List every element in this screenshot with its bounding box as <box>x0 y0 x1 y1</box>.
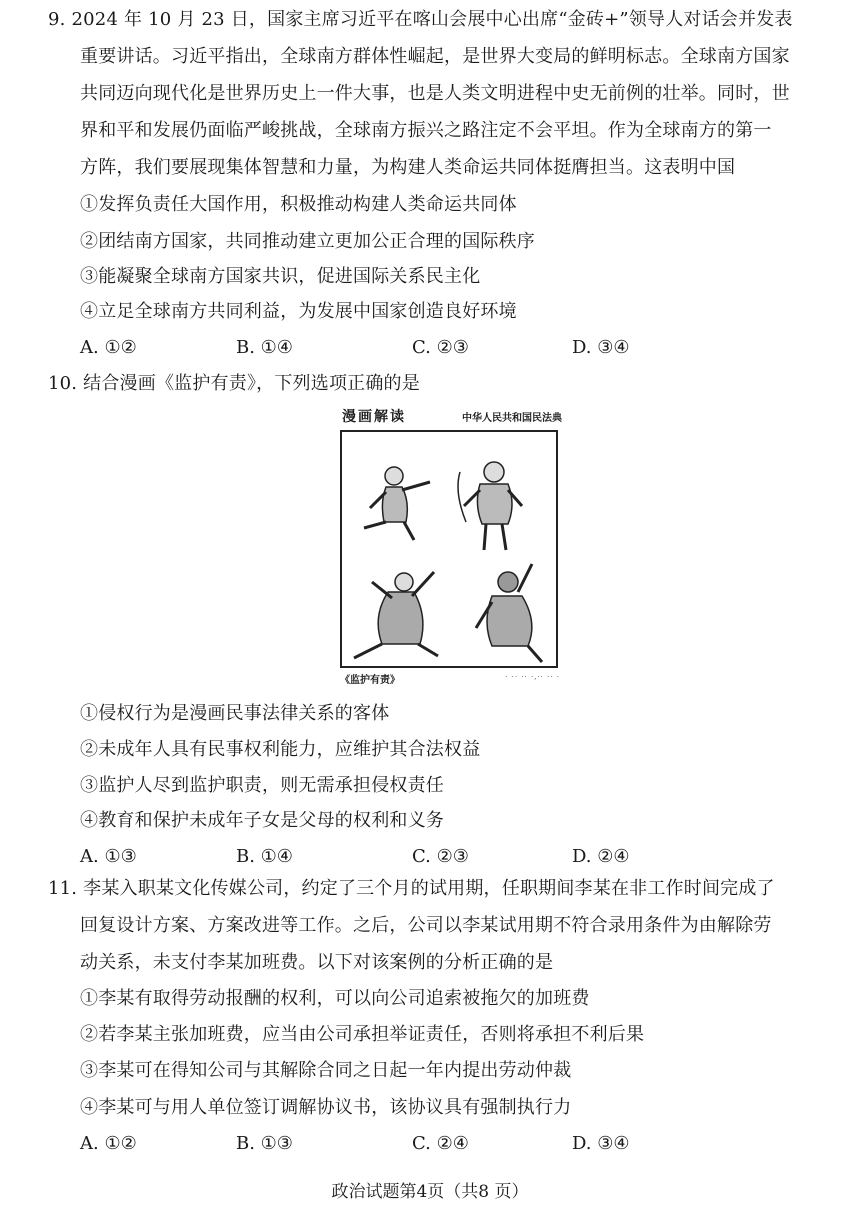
q10-option-d[interactable]: D. ②④ <box>572 846 630 867</box>
q11-option-a[interactable]: A. ①② <box>80 1133 137 1154</box>
comic-image <box>336 404 564 686</box>
q11-option-b[interactable]: B. ①③ <box>236 1133 293 1154</box>
q9-option-c[interactable]: C. ②③ <box>412 337 469 358</box>
q11-stem-line-3: 动关系，未支付李某加班费。以下对该案例的分析正确的是 <box>80 952 554 973</box>
q11-item-2: ②若李某主张加班费，应当由公司承担举证责任，否则将承担不利后果 <box>80 1024 645 1045</box>
q11-item-3: ③李某可在得知公司与其解除合同之日起一年内提出劳动仲裁 <box>80 1060 572 1081</box>
q9-stem-line-2: 重要讲话。习近平指出，全球南方群体性崛起，是世界大变局的鲜明标志。全球南方国家 <box>80 46 790 67</box>
q11-option-d[interactable]: D. ③④ <box>572 1133 630 1154</box>
comic-title: 漫画解读 <box>342 409 406 425</box>
comic-drawing <box>342 432 556 666</box>
q10-item-3: ③监护人尽到监护职责，则无需承担侵权责任 <box>80 775 444 796</box>
q9-stem-line-1: 9. 2024 年 10 月 23 日，国家主席习近平在喀山会展中心出席“金砖+”领导人对话会并发表 <box>48 9 793 30</box>
q11-option-c[interactable]: C. ②④ <box>412 1133 469 1154</box>
comic-subtitle: 中华人民共和国民法典 <box>462 413 562 424</box>
q9-item-1: ①发挥负责任大国作用，积极推动构建人类命运共同体 <box>80 194 517 215</box>
comic-credit-mark: · ·· ·· ·,·· ·· · <box>505 673 560 681</box>
figure-crouching-adult <box>354 572 438 658</box>
figure-kicking-child <box>364 467 430 540</box>
q11-item-1: ①李某有取得劳动报酬的权利，可以向公司追索被拖欠的加班费 <box>80 988 590 1009</box>
comic-caption: 《监护有责》 <box>340 675 400 686</box>
q10-item-1: ①侵权行为是漫画民事法律关系的客体 <box>80 703 390 724</box>
q9-item-4: ④立足全球南方共同利益，为发展中国家创造良好环境 <box>80 301 517 322</box>
q9-option-d[interactable]: D. ③④ <box>572 337 630 358</box>
q10-option-b[interactable]: B. ①④ <box>236 846 293 867</box>
q10-item-2: ②未成年人具有民事权利能力，应维护其合法权益 <box>80 739 481 760</box>
q9-stem-line-4: 界和平和发展仍面临严峻挑战，全球南方振兴之路注定不会平坦。作为全球南方的第一 <box>80 120 772 141</box>
q10-option-c[interactable]: C. ②③ <box>412 846 469 867</box>
q9-option-b[interactable]: B. ①④ <box>236 337 293 358</box>
pointer-stick <box>458 472 466 522</box>
q11-stem-line-2: 回复设计方案、方案改进等工作。之后，公司以李某试用期不符合录用条件为由解除劳 <box>80 915 772 936</box>
q11-stem-line-1: 11. 李某入职某文化传媒公司，约定了三个月的试用期，任职期间李某在非工作时间完成了 <box>48 878 775 899</box>
q9-option-a[interactable]: A. ①② <box>80 337 137 358</box>
q9-item-2: ②团结南方国家，共同推动建立更加公正合理的国际秩序 <box>80 231 535 252</box>
page-footer: 政治试题第4页（共8 页） <box>331 1182 529 1202</box>
q9-stem-line-3: 共同迈向现代化是世界历史上一件大事，也是人类文明进程中史无前例的壮举。同时，世 <box>80 83 790 104</box>
q9-stem-line-5: 方阵，我们要展现集体智慧和力量，为构建人类命运共同体挺膺担当。这表明中国 <box>80 157 736 178</box>
q11-item-4: ④李某可与用人单位签订调解协议书，该协议具有强制执行力 <box>80 1097 572 1118</box>
figure-parent <box>464 462 522 550</box>
figure-falling-person <box>476 564 542 662</box>
q10-item-4: ④教育和保护未成年子女是父母的权利和义务 <box>80 810 444 831</box>
comic-frame <box>340 430 558 668</box>
q10-option-a[interactable]: A. ①③ <box>80 846 137 867</box>
comic-header <box>342 406 564 428</box>
q10-stem: 10. 结合漫画《监护有责》，下列选项正确的是 <box>48 373 420 394</box>
q9-item-3: ③能凝聚全球南方国家共识，促进国际关系民主化 <box>80 266 481 287</box>
